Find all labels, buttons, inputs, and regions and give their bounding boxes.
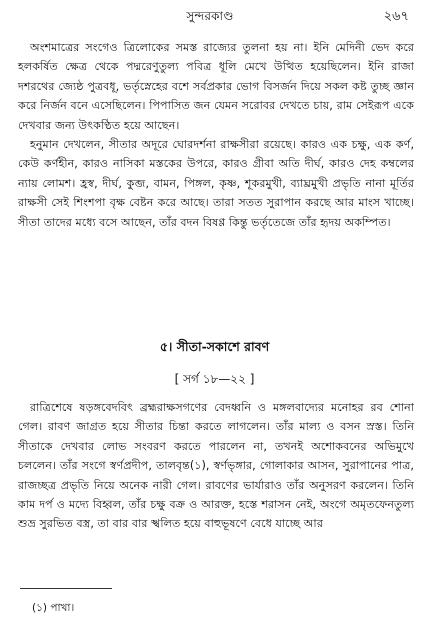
paragraph: অংশমাত্রের সংগেও ত্রিলোকের সমস্ত রাজ্যের তুলনা হয় না। ইনি মেদিনী ভেদ করে হলকর্ষিত ক্ষেত্র থেকে পদ্মরেণুতুল্য পবিত্র ধূলি মেখে উত্থিত হয়েছিলেন। ইনি রাজা দশরথের জ্যেষ্ঠ পুত্রবধূ, ভর্তৃস্নেহের বশে সর্বপ্রকার ভোগ বিসর্জন দিয়ে সকল কষ্ট তুচ্ছ জ্ঞান করে নির্জন বনে এসেছিলেন। পিপাসিত জন যেমন সরোবর দেখতে চায়, রাম সেইরূপ একে দেখবার জন্য উৎকণ্ঠিত হয়ে আছেন। — [18, 41, 414, 132]
paragraph: রাত্রিশেষে ষড়ঙ্গবেদবিৎ ব্রহ্মরাক্ষসগণের বেদধ্বনি ও মঙ্গলবাদ্যের মনোহর রব শোনা গেল। রাবণ জাগ্রত হয়ে সীতার চিন্তা করতে লাগলেন। তাঁর মাল্য ও বসন স্রস্ত। তিনি সীতাকে দেখবার লোভ সংবরণ করতে পারলেন না, তখনই অশোকবনের অভিমুখে চললেন। তাঁর সংগে স্বর্ণপ্রদীপ, তালবৃন্ত(১), স্বর্ণভৃঙ্গার, গোলাকার আসন, সুরাপানের পাত্র, রাজচ্ছত্র প্রভৃতি নিয়ে অনেক নারী গেল। রাবণের ভার্যারাও তাঁর অনুসরণ করলেন। তিনি কাম দর্প ও মদ্যে বিহ্বল, তাঁর চক্ষু বক্র ও আরক্ত, হস্তে শরাসন নেই, অংগে অমৃতফেনতুল্য শুভ্র সুরভিত বস্ত্র, তা বার বার স্খলিত হয়ে বাহুভূষণে বেধে যাচ্ছে আর — [18, 401, 414, 531]
paragraph: হনুমান দেখলেন, সীতার অদূরে ঘোরদর্শনা রাক্ষসীরা রয়েছে। কারও এক চক্ষু, এক কর্ণ, কেউ কর্ণহীন, কারও নাসিকা মস্তকের উপরে, কারও গ্রীবা অতি দীর্ঘ, কারও দেহ কম্বলের ন্যায় লোমশ। হ্রস্ব, দীর্ঘ, কুব্জ, বামন, পিঙ্গল, কৃষ্ণ, শূকরমুখী, ব্যাঘ্রমুখী প্রভৃতি নানা মূর্তির রাক্ষসী সেই শিংশপা বৃক্ষ বেষ্টন করে আছে। তারা সতত সুরাপান করছে আর মাংস খাচ্ছে। সীতা তাদের মধ্যে বসে আছেন, তাঁর বদন বিষণ্ণ কিন্তু ভর্তৃতেজে তাঁর হৃদয় অকম্পিত। — [18, 138, 414, 229]
sarga-label: [ সর্গ ১৮—২২ ] — [174, 372, 255, 386]
section-text-1 — [18, 38, 414, 232]
chapter-heading: ৫। সীতা-সকাশে রাবণ — [159, 339, 270, 354]
page-header — [0, 4, 429, 26]
running-title: সুন্দরকাণ্ড — [186, 9, 234, 23]
footnote: (১) পাখা। — [32, 602, 75, 614]
page-number: ২৬৭ — [383, 9, 409, 24]
footnote-divider — [20, 588, 112, 589]
section-text-2 — [18, 398, 414, 534]
